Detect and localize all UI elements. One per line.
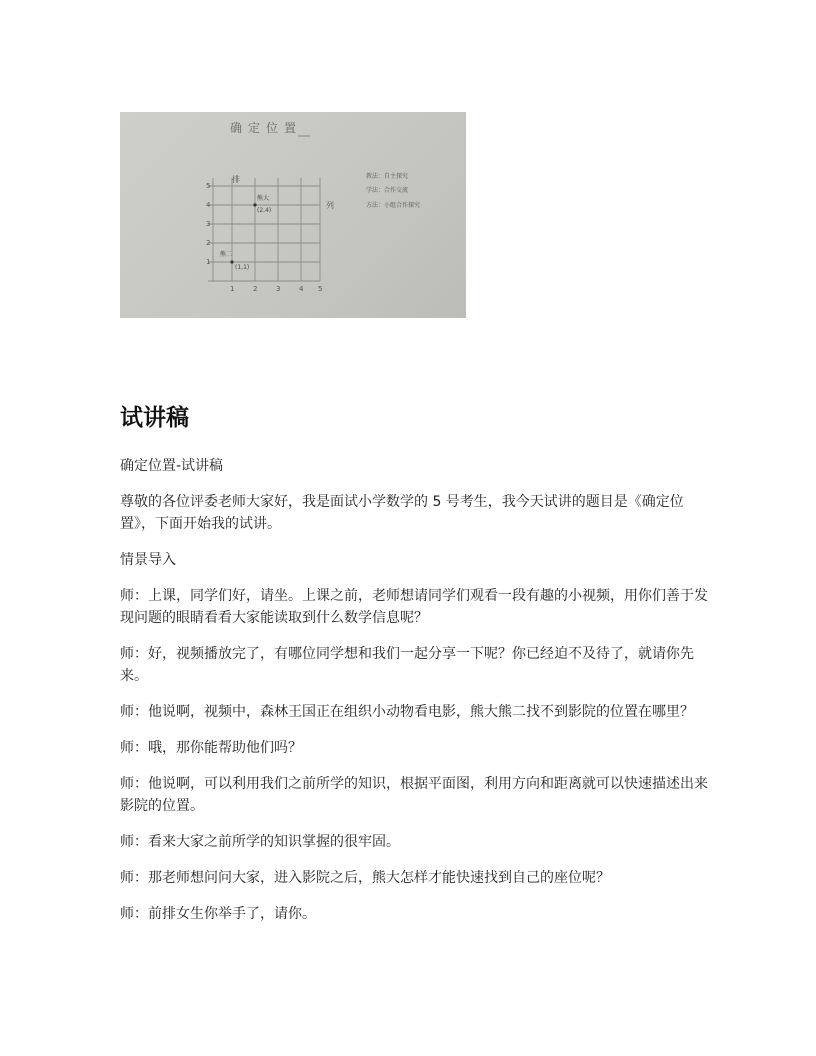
note-1: 教法：自主探究 [366,173,409,180]
paragraph: 师：那老师想问问大家，进入影院之后，熊大怎样才能快速找到自己的座位呢？ [120,870,610,886]
paragraph-doc-title: 确定位置-试讲稿 [120,458,224,474]
y-label-5: 5 [206,182,211,190]
paragraph-intro: 尊敬的各位评委老师大家好，我是面试小学数学的 5 号考生，我今天试讲的题目是《确定位置》，下面开始我的试讲。 [120,494,684,532]
point-b-name: 熊二 [220,251,233,258]
paragraph: 师：上课，同学们好，请坐。上课之前，老师想请同学们观看一段有趣的小视频，用你们善于发现问题的眼睛看看大家能读取到什么数学信息呢？ [120,588,708,626]
x-label-1: 1 [230,285,235,293]
paragraph: 师：他说啊，视频中，森林王国正在组织小动物看电影，熊大熊二找不到影院的位置在哪里？ [120,704,694,720]
x-label-2: 2 [253,285,258,293]
y-label-4: 4 [206,201,211,209]
script-body [120,455,710,939]
y-label-1: 1 [206,258,211,266]
method-notes [366,172,420,209]
paragraph: 师：他说啊，可以利用我们之前所学的知识，根据平面图，利用方向和距离就可以快速描述出来影院的位置。 [120,776,708,814]
point-b-dot [230,260,233,263]
x-label-5: 5 [318,285,323,293]
y-axis-labels [206,182,211,266]
note-2: 学法：合作交流 [366,187,409,194]
section-heading: 试讲稿 [120,405,189,431]
paragraph: 师：看来大家之前所学的知识掌握的很牢固。 [120,834,400,850]
point-a-coord: (2,4) [257,207,272,214]
photo-title: 确定位置 [230,121,303,135]
y-label-3: 3 [206,220,211,228]
blackboard-photo [120,112,466,318]
label-row: 排 [232,175,240,184]
x-label-3: 3 [276,285,281,293]
grid-lines [208,178,320,281]
paragraph: 师：好，视频播放完了，有哪位同学想和我们一起分享一下呢？你已经迫不及待了，就请你先来。 [120,646,694,684]
point-a-name: 熊大 [257,195,270,202]
paragraph: 师：前排女生你举手了，请你。 [120,906,316,922]
note-3: 方法：小组合作探究 [366,202,421,209]
paragraph-section-label: 情景导入 [120,552,176,568]
paragraph: 师：哦，那你能帮助他们吗？ [120,740,302,756]
grid-sketch [120,112,466,318]
point-b-coord: (1,1) [235,264,250,271]
x-label-4: 4 [299,285,304,293]
x-axis-labels [230,285,322,293]
label-col: 列 [326,201,334,210]
y-label-2: 2 [206,239,211,247]
